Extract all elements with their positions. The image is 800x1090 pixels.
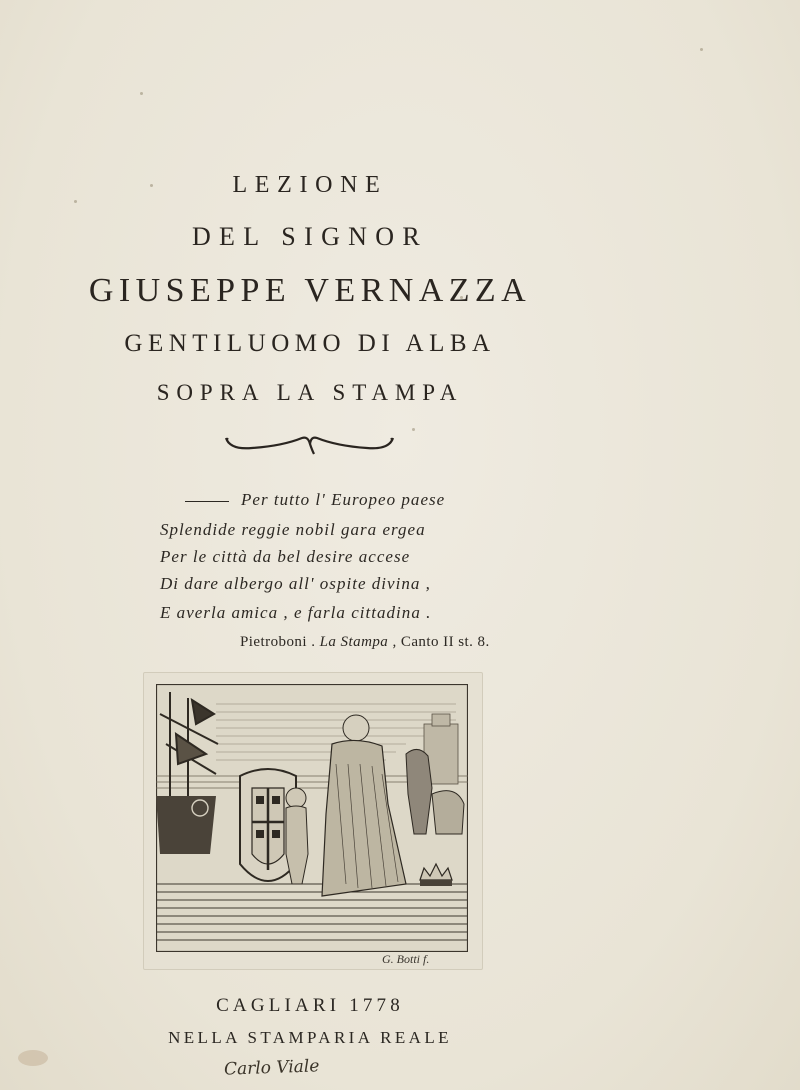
epigraph-line: Splendide reggie nobil gara ergea <box>160 520 426 539</box>
epigraph-dash <box>185 501 229 502</box>
paper-stain <box>18 1050 48 1066</box>
title-line-subject: SOPRA LA STAMPA <box>156 380 464 405</box>
epigraph-citation <box>240 634 490 651</box>
allegorical-vignette-engraving <box>156 684 468 952</box>
handwritten-owner-signature: Carlo Viale <box>223 1056 320 1080</box>
title-line-lezione: LEZIONE <box>232 172 388 198</box>
epigraph-line: Di dare albergo all' ospite divina , <box>160 574 431 593</box>
title-line-gentiluomo: GENTILUOMO DI ALBA <box>124 330 496 357</box>
citation-work: La Stampa , <box>319 634 397 650</box>
title-line-del-signor: DEL SIGNOR <box>191 222 429 251</box>
paper-speck <box>140 92 143 95</box>
title-line-author-name: GIUSEPPE VERNAZZA <box>88 272 532 309</box>
paper-speck <box>74 200 77 203</box>
citation-reference: Canto II st. 8. <box>400 634 490 650</box>
paper-speck <box>700 48 703 51</box>
imprint-printer: NELLA STAMPARIA REALE <box>168 1028 452 1047</box>
epigraph-line: E averla amica , e farla cittadina . <box>160 603 432 622</box>
citation-author: Pietroboni . <box>240 634 316 650</box>
epigraph-line-text: Per tutto l' Europeo paese <box>241 490 446 509</box>
epigraph-line <box>185 490 445 510</box>
typographic-ornament <box>222 434 397 458</box>
paper-speck <box>412 428 415 431</box>
engraver-signature: G. Botti f. <box>382 952 430 966</box>
epigraph-line: Per le città da bel desire accese <box>160 547 411 566</box>
imprint-place-year: CAGLIARI 1778 <box>216 995 404 1016</box>
